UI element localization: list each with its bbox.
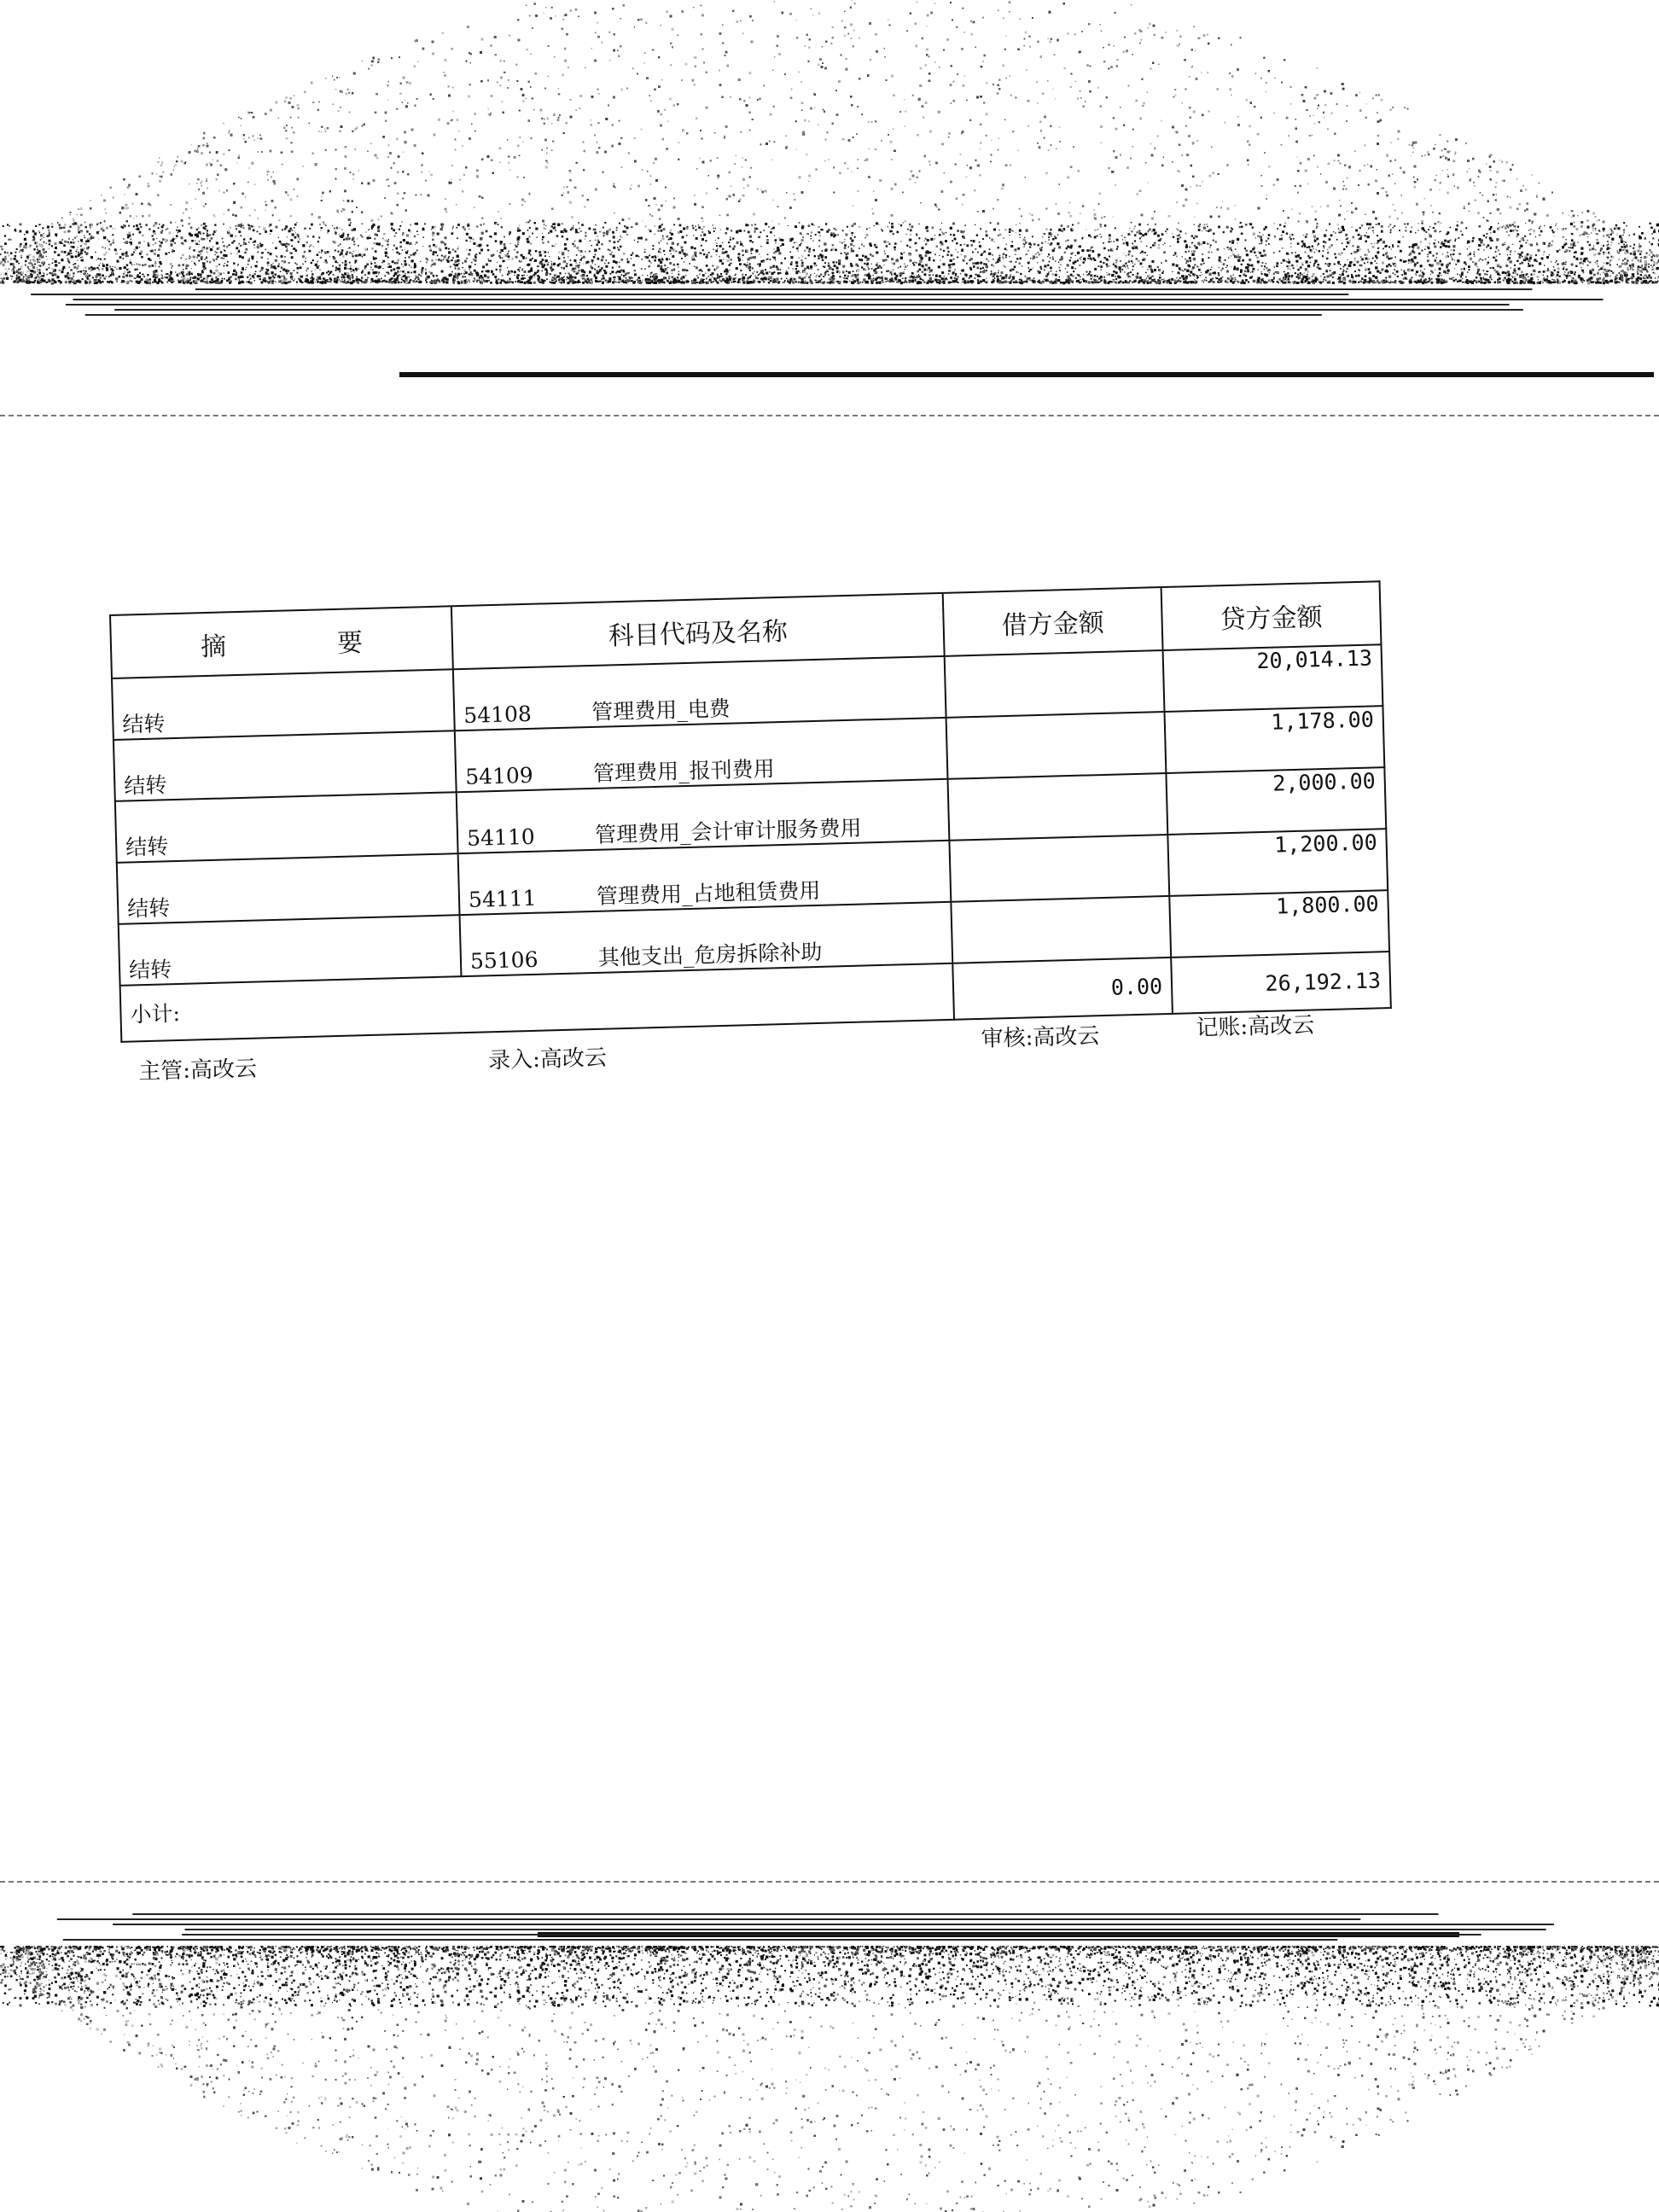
row-debit bbox=[946, 712, 1167, 779]
header-summary bbox=[110, 606, 453, 678]
account-name: 其他支出_危房拆除补助 bbox=[597, 935, 822, 972]
scan-edge-line-top bbox=[399, 372, 1654, 377]
row-summary: 结转 bbox=[114, 731, 457, 801]
header-account: 科目代码及名称 bbox=[451, 593, 945, 669]
account-code: 54109 bbox=[465, 761, 594, 789]
voucher bbox=[109, 580, 1391, 1086]
voucher-table bbox=[109, 580, 1392, 1043]
account-code: 54108 bbox=[463, 700, 592, 728]
account-name: 管理费用_电费 bbox=[591, 692, 731, 726]
row-summary: 结转 bbox=[112, 669, 455, 740]
signature-bookkeeper: 记账:高改云 bbox=[1196, 1007, 1315, 1042]
total-debit: 0.00 bbox=[952, 958, 1173, 1020]
row-debit bbox=[945, 650, 1165, 718]
row-debit bbox=[949, 835, 1169, 902]
row-credit: 1,200.00 bbox=[1167, 829, 1388, 896]
account-name: 管理费用_报刊费用 bbox=[593, 752, 775, 788]
scan-noise-top bbox=[0, 0, 1659, 341]
row-debit bbox=[947, 773, 1167, 841]
header-debit: 借方金额 bbox=[943, 587, 1163, 656]
header-summary-right: 要 bbox=[337, 628, 364, 659]
signature-supervisor: 主管:高改云 bbox=[138, 1051, 258, 1086]
account-code: 54110 bbox=[467, 823, 596, 851]
header-credit: 贷方金额 bbox=[1161, 581, 1382, 650]
signature-review: 审核:高改云 bbox=[981, 1018, 1100, 1053]
account-code: 55106 bbox=[470, 946, 599, 974]
account-name: 管理费用_会计审计服务费用 bbox=[595, 812, 862, 849]
row-summary: 结转 bbox=[117, 853, 460, 924]
account-name: 管理费用_占地租赁费用 bbox=[597, 874, 821, 911]
total-label: 小计: bbox=[120, 963, 954, 1042]
row-credit: 2,000.00 bbox=[1166, 767, 1386, 835]
row-credit: 1,800.00 bbox=[1169, 890, 1389, 958]
row-summary: 结转 bbox=[115, 792, 458, 863]
account-code: 54111 bbox=[469, 884, 597, 912]
row-credit: 20,014.13 bbox=[1163, 644, 1383, 712]
total-credit: 26,192.13 bbox=[1171, 952, 1391, 1014]
row-credit: 1,178.00 bbox=[1164, 706, 1384, 773]
scan-noise-bottom bbox=[0, 1869, 1659, 2212]
row-summary: 结转 bbox=[119, 915, 462, 986]
signature-entry: 录入:高改云 bbox=[488, 1040, 608, 1075]
row-debit bbox=[951, 896, 1171, 963]
header-summary-left: 摘 bbox=[200, 625, 226, 663]
fold-line-top bbox=[0, 415, 1659, 416]
